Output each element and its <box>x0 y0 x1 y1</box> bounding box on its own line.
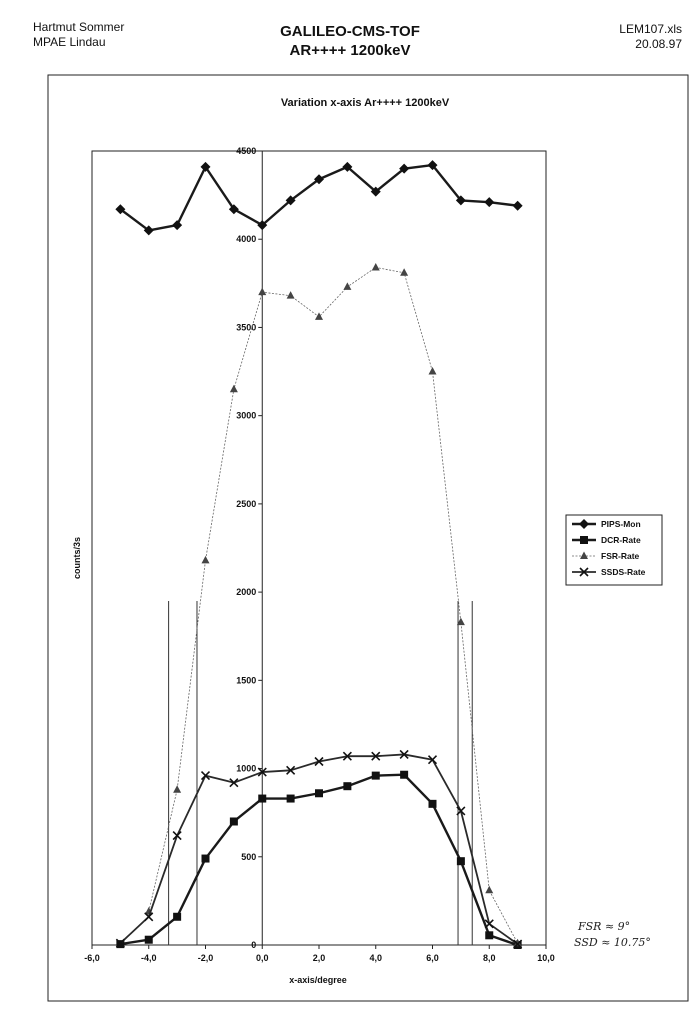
plot-area <box>92 151 546 945</box>
legend-label: SSDS-Rate <box>601 567 646 577</box>
legend-marker <box>580 536 588 544</box>
data-point <box>258 288 266 296</box>
document-date: 20.08.97 <box>635 37 682 51</box>
y-tick-label: 500 <box>241 851 257 862</box>
y-tick-label: 3000 <box>236 410 257 421</box>
y-tick-label: 2000 <box>236 587 257 598</box>
legend-item <box>572 535 641 545</box>
x-axis-label: x-axis/degree <box>289 975 347 985</box>
data-point <box>429 800 437 808</box>
series-pips-mon <box>115 160 522 235</box>
institute-name: MPAE Lindau <box>33 35 106 49</box>
data-point <box>172 220 182 230</box>
data-point <box>315 312 323 320</box>
x-tick-label: 0,0 <box>255 953 269 963</box>
data-point <box>173 785 181 793</box>
y-tick-label: 3500 <box>236 322 257 333</box>
x-tick-label: -2,0 <box>197 953 214 963</box>
handwritten-annotation <box>574 920 651 949</box>
document-subtitle: AR++++ 1200keV <box>289 42 411 59</box>
series-fsr-rate <box>145 263 522 946</box>
reference-lines <box>169 601 473 945</box>
data-point <box>173 913 181 921</box>
data-point <box>202 855 210 863</box>
x-tick-label: 6,0 <box>426 953 439 963</box>
data-point <box>400 771 408 779</box>
x-tick-label: -4,0 <box>140 953 157 963</box>
chart-title: Variation x-axis Ar++++ 1200keV <box>280 97 450 109</box>
y-axis-label: counts/3s <box>72 536 82 580</box>
data-point <box>485 886 493 894</box>
data-point <box>258 795 266 803</box>
legend <box>566 515 662 585</box>
x-tick-label: 10,0 <box>537 953 555 963</box>
x-tick-label: 8,0 <box>482 953 496 963</box>
data-series <box>115 160 522 949</box>
data-point <box>230 817 238 825</box>
legend-label: DCR-Rate <box>601 535 641 545</box>
data-point <box>485 931 493 939</box>
x-tick-label: -6,0 <box>84 953 100 963</box>
data-point <box>513 201 523 211</box>
y-tick-label: 0 <box>251 940 257 950</box>
y-tick-label: 1500 <box>236 675 257 686</box>
data-point <box>315 789 323 797</box>
data-point <box>230 385 238 393</box>
data-point <box>457 857 465 865</box>
y-tick-label: 4000 <box>236 234 257 245</box>
series-dcr-rate <box>116 771 521 949</box>
series-line <box>149 267 518 943</box>
data-point <box>287 795 295 803</box>
x-tick-label: 2,0 <box>312 953 326 963</box>
data-point <box>202 556 210 564</box>
data-point <box>173 832 181 840</box>
data-point <box>145 936 153 944</box>
data-point <box>484 197 494 207</box>
y-tick-label: 2500 <box>236 498 257 509</box>
data-point <box>372 263 380 271</box>
author-name: Hartmut Sommer <box>33 20 125 34</box>
data-point <box>343 782 351 790</box>
y-tick-label: 4500 <box>236 146 257 156</box>
data-point <box>343 282 351 290</box>
legend-label: PIPS-Mon <box>601 519 641 529</box>
document-title: GALILEO-CMS-TOF <box>280 23 420 40</box>
y-tick-label: 1000 <box>236 763 257 774</box>
data-point <box>372 772 380 780</box>
data-point <box>429 367 437 375</box>
annotation-line-2: SSD ≈ 10.75° <box>574 936 651 949</box>
annotation-line-1: FSR ≈ 9° <box>578 920 631 933</box>
file-name: LEM107.xls <box>619 22 682 36</box>
legend-label: FSR-Rate <box>601 551 640 561</box>
x-tick-label: 4,0 <box>369 953 383 963</box>
